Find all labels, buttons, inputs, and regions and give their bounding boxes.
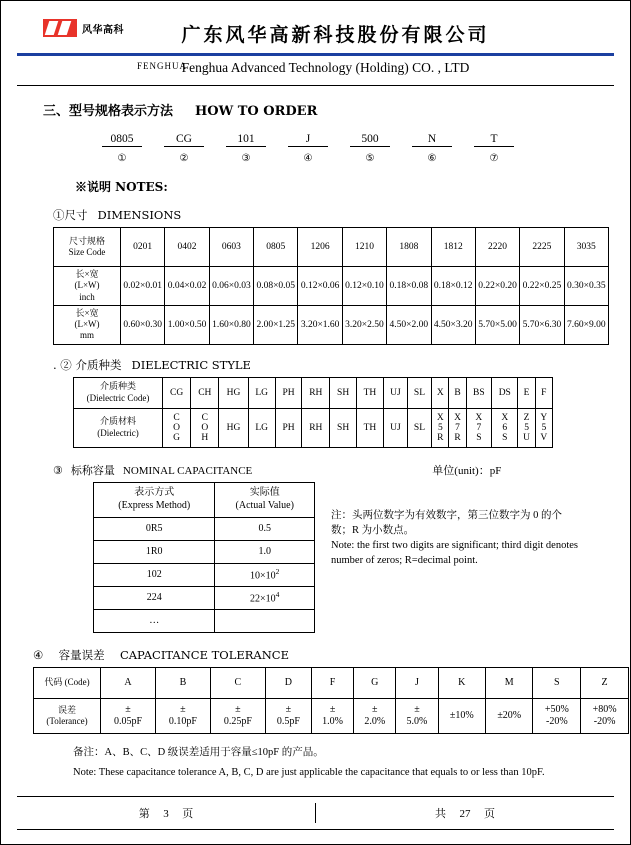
table-cell: ± 0.25pF (210, 698, 265, 733)
table-cell: 224 (94, 586, 215, 609)
table-cell: 0.04×0.02 (165, 267, 209, 306)
table-cell: 5.70×6.30 (520, 305, 564, 344)
table-cell: C O G (163, 408, 191, 447)
table-cell: ± 5.0% (396, 698, 438, 733)
table-cell: 7.60×9.00 (564, 305, 608, 344)
table-cell: ±20% (486, 698, 533, 733)
nominal-note (331, 482, 581, 569)
order-code-cell (463, 133, 525, 147)
table-cell: Z 5 U (518, 408, 535, 447)
page-title-en: HOW TO ORDER (195, 104, 318, 119)
page-title (43, 100, 614, 119)
order-code-cell (401, 133, 463, 147)
order-code-row (17, 133, 614, 147)
table-cell: X 6 S (492, 408, 518, 447)
table-cell: X 7 R (449, 408, 466, 447)
table-cell: SL (407, 408, 432, 447)
table-cell: +50% -20% (533, 698, 581, 733)
table-cell: ± 1.0% (311, 698, 353, 733)
order-code-6: N (412, 133, 452, 147)
nominal-heading (53, 462, 614, 478)
tolerance-remark-cn: 备注：A、B、C、D 级误差适用于容量≤10pF 的产品。 (73, 746, 324, 758)
table-cell: 0.06×0.03 (209, 267, 253, 306)
table-cell: BS (466, 377, 491, 408)
table-cell: 2220 (475, 228, 519, 267)
table-cell: 0.18×0.08 (387, 267, 431, 306)
dielectric-table (73, 377, 553, 448)
table-cell: Z (581, 667, 629, 698)
table-cell: X 5 R (432, 408, 449, 447)
table-row (54, 305, 609, 344)
table-cell: LG (248, 408, 275, 447)
dielectric-heading-cn: . ② 介质种类 (53, 357, 122, 372)
table-cell: 4.50×3.20 (431, 305, 475, 344)
table-cell: F (311, 667, 353, 698)
row-header: 介质种类 (Dielectric Code) (74, 377, 163, 408)
order-number-7: ⑦ (489, 153, 499, 164)
table-cell: SH (330, 408, 356, 447)
logo-caption: FENGHUA (137, 61, 188, 71)
table-cell: 3.20×2.50 (342, 305, 386, 344)
table-cell: 0.12×0.06 (298, 267, 342, 306)
table-cell: SH (330, 377, 356, 408)
table-cell: F (535, 377, 552, 408)
table-cell: 0R5 (94, 517, 215, 540)
nominal-table (93, 482, 315, 633)
table-cell: CH (191, 377, 219, 408)
company-name-en: Fenghua Advanced Technology (Holding) CO. , LTD (181, 60, 470, 75)
table-cell: DS (492, 377, 518, 408)
row-header: 代码 (Code) (34, 667, 101, 698)
dimensions-table (53, 227, 609, 345)
footer-page-unit: 页 (182, 808, 194, 820)
dimensions-heading-cn: ①尺寸 (53, 208, 88, 222)
table-row (94, 563, 315, 586)
nominal-heading-cn: 标称容量 (70, 464, 115, 477)
table-cell (215, 609, 315, 632)
table-cell: UJ (384, 408, 408, 447)
order-number-5: ⑤ (365, 153, 375, 164)
header-subline (17, 56, 614, 78)
dimensions-heading (53, 207, 614, 223)
column-header: 实际值 (Actual Value) (215, 482, 315, 517)
table-cell: G (354, 667, 396, 698)
dimensions-heading-en: DIMENSIONS (97, 208, 182, 222)
header-bottom-rule (17, 85, 614, 86)
page-title-cn: 三、型号规格表示方法 (43, 104, 174, 119)
notes-heading: ※说明 NOTES: (75, 180, 168, 194)
table-row (34, 698, 629, 733)
table-cell: ± 0.5pF (265, 698, 311, 733)
table-cell: J (396, 667, 438, 698)
order-number-row (17, 153, 614, 164)
tolerance-heading-en: CAPACITANCE TOLERANCE (119, 647, 289, 662)
nominal-note-cn: 注：头两位数字为有效数字，第三位数字为 0 的个数；R 为小数点。 (331, 509, 562, 536)
fenghua-logo-icon (43, 19, 77, 37)
tolerance-heading (33, 647, 614, 663)
footer-row (17, 803, 614, 823)
table-cell: 1.00×0.50 (165, 305, 209, 344)
table-cell: 0.30×0.35 (564, 267, 608, 306)
order-code-cell (339, 133, 401, 147)
company-logo (43, 19, 124, 37)
dielectric-heading (53, 357, 614, 373)
row-header: 长×宽 (L×W) inch (54, 267, 121, 306)
order-code-5: 500 (350, 133, 390, 147)
table-cell: 1210 (342, 228, 386, 267)
table-cell: 0.12×0.10 (342, 267, 386, 306)
footer-total (316, 803, 614, 823)
table-cell: K (438, 667, 485, 698)
table-cell: 1.60×0.80 (209, 305, 253, 344)
table-cell: ± 2.0% (354, 698, 396, 733)
table-cell: D (265, 667, 311, 698)
order-code-cell (277, 133, 339, 147)
table-cell: 3.20×1.60 (298, 305, 342, 344)
footer-total-unit: 页 (484, 808, 495, 820)
order-number-6: ⑥ (427, 153, 437, 164)
company-name-cn: 广东风华高新科技股份有限公司 (181, 24, 490, 46)
footer-total-number: 27 (459, 808, 471, 820)
table-cell: S (533, 667, 581, 698)
table-row (34, 667, 629, 698)
row-header: 长×宽 (L×W) mm (54, 305, 121, 344)
nominal-block (93, 482, 614, 633)
table-row (94, 540, 315, 563)
table-cell: 0.18×0.12 (431, 267, 475, 306)
nominal-heading-num: ③ (53, 464, 63, 477)
nominal-note-en: Note: the first two digits are significant; third digit denotes number of zeros; R=decimal point. (331, 539, 578, 567)
table-row (94, 517, 315, 540)
table-cell: 0805 (254, 228, 298, 267)
table-cell: … (94, 609, 215, 632)
footer-page (17, 803, 316, 823)
table-cell: ± 0.10pF (155, 698, 210, 733)
table-cell: 1812 (431, 228, 475, 267)
table-cell: ±10% (438, 698, 485, 733)
table-row (74, 408, 553, 447)
table-cell: TH (356, 408, 383, 447)
dielectric-heading-en: DIELECTRIC STYLE (131, 357, 251, 372)
table-cell: HG (219, 377, 248, 408)
table-row (94, 586, 315, 609)
footer-total-label: 共 (435, 808, 446, 820)
table-cell: +80% -20% (581, 698, 629, 733)
table-cell: HG (219, 408, 248, 447)
table-cell: X (432, 377, 449, 408)
table-cell: 4.50×2.00 (387, 305, 431, 344)
table-cell: SL (407, 377, 432, 408)
table-cell: UJ (384, 377, 408, 408)
dielectric-table-wrap (73, 377, 614, 448)
column-header: 表示方式 (Express Method) (94, 482, 215, 517)
tolerance-table (33, 667, 629, 734)
tolerance-table-wrap (33, 667, 617, 734)
table-cell: X 7 S (466, 408, 491, 447)
table-cell: 0201 (121, 228, 165, 267)
tolerance-heading-cn: 容量误差 (58, 647, 105, 662)
table-cell: $10\times 10^2$ (215, 563, 315, 586)
table-cell: 0.22×0.20 (475, 267, 519, 306)
table-cell: B (449, 377, 466, 408)
table-cell: 2225 (520, 228, 564, 267)
table-cell: 2.00×1.25 (254, 305, 298, 344)
order-number-3: ③ (241, 153, 251, 164)
table-cell: 0.22×0.25 (520, 267, 564, 306)
table-row (54, 228, 609, 267)
table-cell: 0.08×0.05 (254, 267, 298, 306)
footer-page-label: 第 (138, 808, 150, 820)
order-code-4: J (288, 133, 328, 147)
table-cell: 0402 (165, 228, 209, 267)
order-number-1: ① (117, 153, 127, 164)
logo-text: 风华高科 (82, 24, 124, 36)
table-cell: 1206 (298, 228, 342, 267)
table-cell: ± 0.05pF (101, 698, 156, 733)
order-code-7: T (474, 133, 514, 147)
table-cell: 0.60×0.30 (121, 305, 165, 344)
order-code-1: 0805 (102, 133, 142, 147)
table-cell: 102 (94, 563, 215, 586)
nominal-heading-en: NOMINAL CAPACITANCE (122, 464, 253, 477)
order-code-cell (91, 133, 153, 147)
row-header: 介质材料 (Dielectric) (74, 408, 163, 447)
table-cell: Y 5 V (535, 408, 552, 447)
table-cell: 1.0 (215, 540, 315, 563)
table-cell: TH (356, 377, 383, 408)
nominal-unit-label: 单位(unit)：pF (432, 464, 502, 477)
table-cell: PH (275, 377, 301, 408)
footer-page-number: 3 (163, 808, 169, 820)
row-header: 尺寸规格 Size Code (54, 228, 121, 267)
table-cell: E (518, 377, 535, 408)
table-row (54, 267, 609, 306)
table-cell: 5.70×5.00 (475, 305, 519, 344)
order-code-3: 101 (226, 133, 266, 147)
table-cell: RH (302, 408, 330, 447)
table-cell: M (486, 667, 533, 698)
page-footer (17, 796, 614, 830)
table-cell: RH (302, 377, 330, 408)
row-header: 误差 (Tolerance) (34, 698, 101, 733)
table-cell: LG (248, 377, 275, 408)
order-number-2: ② (179, 153, 189, 164)
table-row (94, 609, 315, 632)
order-number-4: ④ (303, 153, 313, 164)
footer-bottom-rule (17, 829, 614, 830)
table-cell: A (101, 667, 156, 698)
table-cell: PH (275, 408, 301, 447)
table-cell: CG (163, 377, 191, 408)
dimensions-table-wrap (53, 227, 614, 345)
order-code-2: CG (164, 133, 204, 147)
table-cell: C (210, 667, 265, 698)
order-code-cell (215, 133, 277, 147)
table-cell: 3035 (564, 228, 608, 267)
table-cell: 0603 (209, 228, 253, 267)
table-cell: C O H (191, 408, 219, 447)
table-row (94, 482, 315, 517)
table-cell: 1808 (387, 228, 431, 267)
order-code-cell (153, 133, 215, 147)
table-cell: $22\times 10^4$ (215, 586, 315, 609)
table-cell: 0.5 (215, 517, 315, 540)
table-row (74, 377, 553, 408)
tolerance-remark-en: Note: These capacitance tolerance A, B, C, D are just applicable the capacitance that equals to or less than 10pF. (73, 766, 545, 778)
footer-top-rule (17, 796, 614, 797)
table-cell: B (155, 667, 210, 698)
table-cell: 0.02×0.01 (121, 267, 165, 306)
page-header (17, 15, 614, 77)
table-cell: 1R0 (94, 540, 215, 563)
tolerance-heading-num: ④ (33, 647, 44, 662)
